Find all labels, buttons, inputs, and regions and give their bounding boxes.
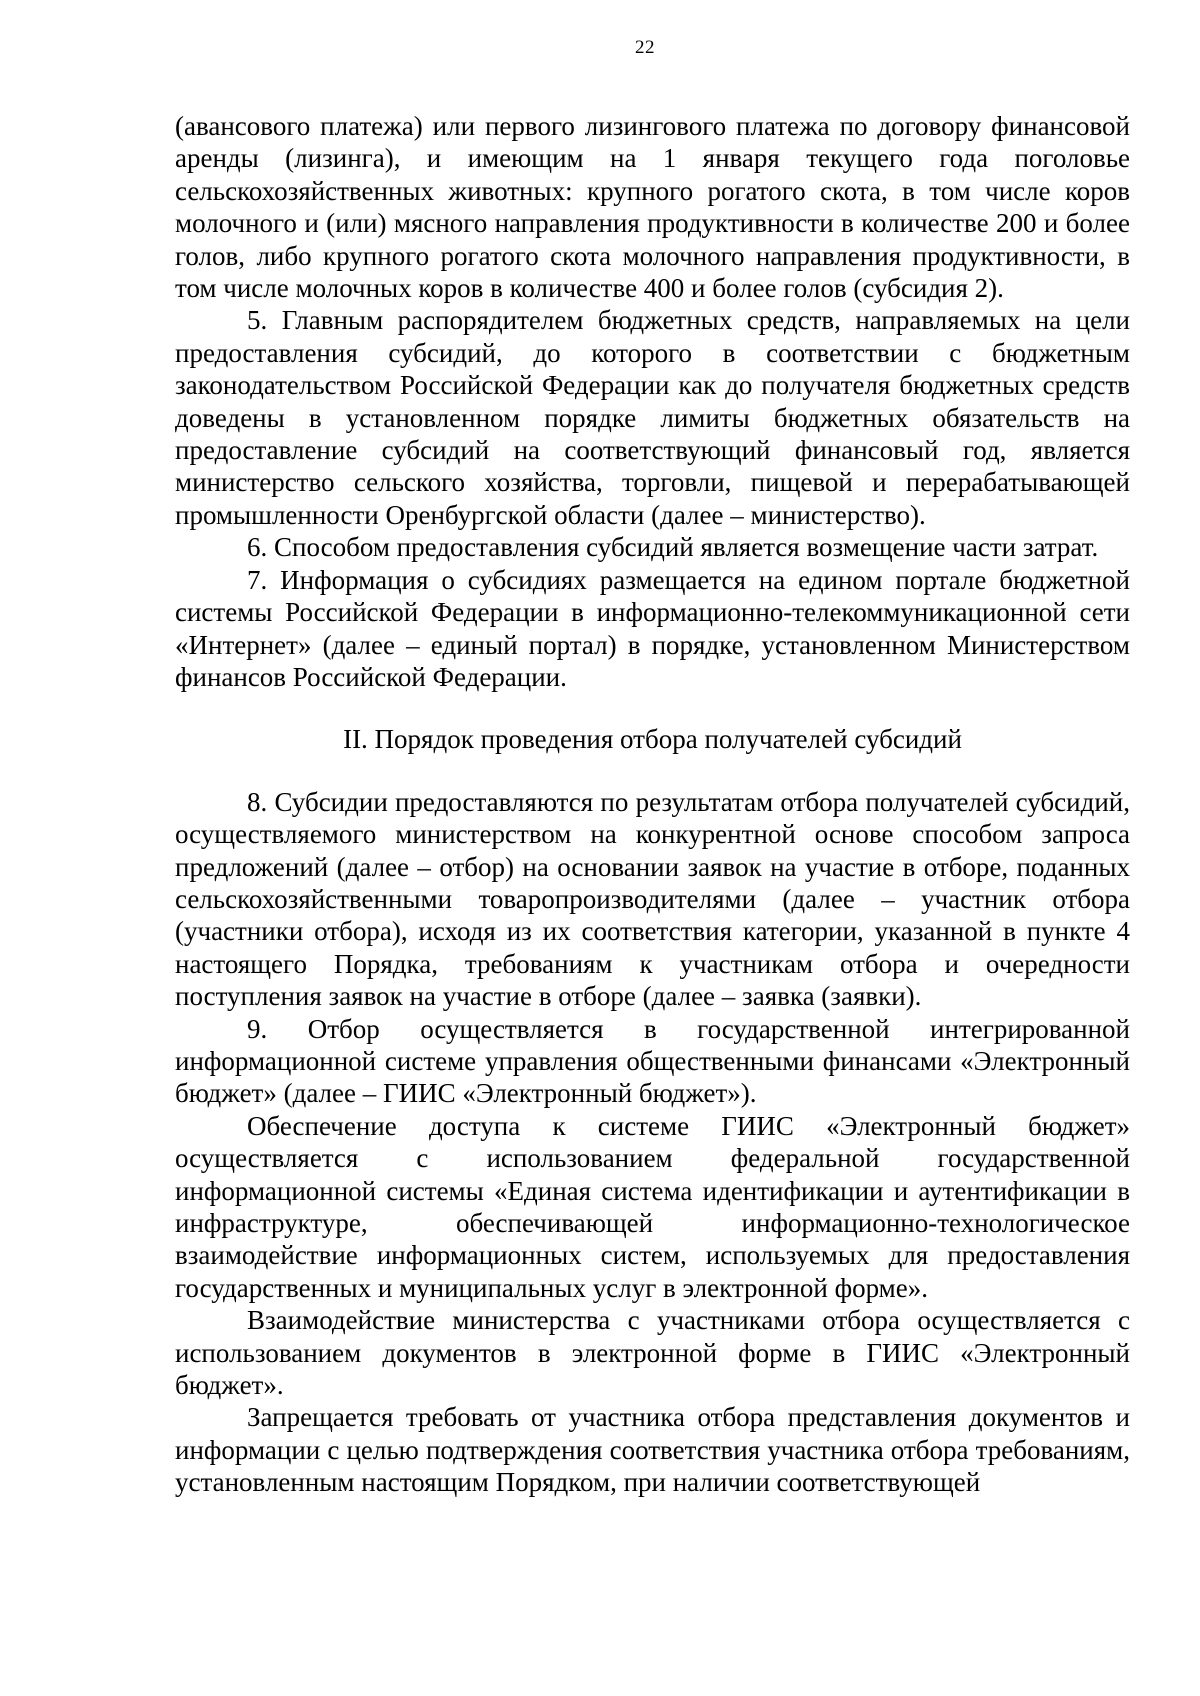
paragraph-item-7: 7. Информация о субсидиях размещается на едином портале бюджетной системы Российской Федерации в информационно-телекоммуникационной сети «Интернет» (далее – единый портал) в порядке, установленном Министерством финансов Российской Федерации. (175, 564, 1130, 692)
document-body (175, 110, 1130, 1499)
paragraph-continuation: (авансового платежа) или первого лизингового платежа по договору финансовой аренды (лизинга), и имеющим на 1 января текущего года поголовье сельскохозяйственных животных: крупного рогатого скота, в том числе коров молочного и (или) мясного направления продуктивности в количестве 200 и более голов, либо крупного рогатого скота молочного направления продуктивности, в том числе молочных коров в количестве 400 и более голов (субсидия 2). (175, 111, 1130, 304)
paragraph-item-9: 9. Отбор осуществляется в государственной интегрированной информационной системе управления общественными финансами «Электронный бюджет» (далее – ГИИС «Электронный бюджет»). (175, 1013, 1130, 1109)
paragraph-prohibition: Запрещается требовать от участника отбора представления документов и информации с целью подтверждения соответствия участника отбора требованиям, установленным настоящим Порядком, при наличии соответствующей (175, 1402, 1130, 1498)
page-number: 22 (635, 37, 655, 58)
paragraph-access: Обеспечение доступа к системе ГИИС «Электронный бюджет» осуществляется с использованием федеральной государственной информационной системы «Единая система идентификации и аутентификации в инфраструктуре, обеспечивающей информационно-технологическое взаимодействие информационных систем, используемых для предоставления государственных и муниципальных услуг в электронной форме». (175, 1110, 1130, 1303)
paragraph-item-6: 6. Способом предоставления субсидий является возмещение части затрат. (247, 532, 1099, 563)
paragraph-item-5: 5. Главным распорядителем бюджетных средств, направляемых на цели предоставления субсидий, до которого в соответствии с бюджетным законодательством Российской Федерации как до получателя бюджетных средств доведены в установленном порядке лимиты бюджетных обязательств на предоставление субсидий на соответствующий финансовый год, является министерство сельского хозяйства, торговли, пищевой и перерабатывающей промышленности Оренбургской области (далее – министерство). (175, 305, 1130, 530)
paragraph-item-8: 8. Субсидии предоставляются по результатам отбора получателей субсидий, осуществляемого министерством на конкурентной основе способом запроса предложений (далее – отбор) на основании заявок на участие в отборе, поданных сельскохозяйственными товаропроизводителями (далее – участник отбора (участники отбора), исходя из их соответствия категории, указанной в пункте 4 настоящего Порядка, требованиям к участникам отбора и очередности поступления заявок на участие в отборе (далее – заявка (заявки). (175, 786, 1130, 1012)
section-heading: II. Порядок проведения отбора получателей субсидий (343, 724, 962, 755)
paragraph-interaction: Взаимодействие министерства с участниками отбора осуществляется с использованием документов в электронной форме в ГИИС «Электронный бюджет». (175, 1305, 1130, 1401)
